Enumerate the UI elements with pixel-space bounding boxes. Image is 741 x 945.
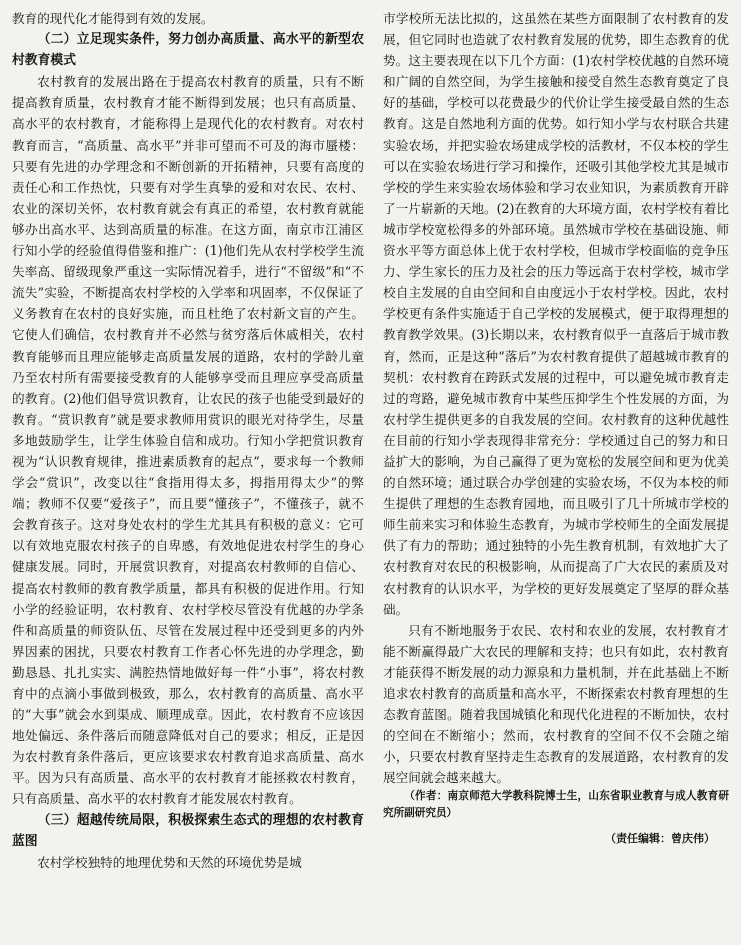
section-heading-3: （三）超越传统局限，积极探索生态式的理想的农村教育蓝图 <box>12 812 364 849</box>
paragraph-continued: 教育的现代化才能得到有效的发展。 <box>12 11 214 26</box>
editor-credit: （责任编辑：曾庆伟） <box>605 832 715 846</box>
left-column <box>12 8 364 937</box>
paragraph-continued: 市学校所无法比拟的，这虽然在某些方面限制了农村教育的发展，但它同时也造就了农村教育发展的优势，即生态教育的优势。这主要表现在以下几个方面：(1)农村学校优越的自然环境和广阔的自然空间，为学生接触和接受自然生态教育奠定了良好的基础，学校可以花费最少的代价让学生接受最自然的生态教育。这是自然地利方面的优势。如行知小学与农村联合共建实验农场，并把实验农场建成学校的活教材，不仅本校的学生可以在实验农场进行学习和操作，还吸引其他学校尤其是城市学校的学生来实验农场体验和学习农业知识，为素质教育开辟了一片崭新的天地。(2)在教育的大环境方面，农村学校有着比城市学校宽松得多的外部环境。虽然城市学校在基础设施、师资水平等方面总体上优于农村学校，但城市学校面临的竞争压力、学生家长的压力及社会的压力等远高于农村学校，城市学校自主发展的自由空间和自由度远小于农村学校。因此，农村学校更有条件实施适于自己学校的发展模式，便于取得理想的教育教学效果。(3)长期以来，农村教育似乎一直落后于城市教育，然而，正是这种“落后”为农村教育提供了超越城市教育的契机：农村教育在跨跃式发展的过程中，可以避免城市教育走过的弯路，避免城市教育中某些压抑学生个性发展的方面，为农村学生提供更多的自我发展的空间。农村教育的这种优越性在目前的行知小学表现得非常充分：学校通过自己的努力和日益扩大的影响，为自己赢得了更为宽松的发展空间和更为优美的自然环境；通过联合办学创建的实验农场，不仅为本校的师生提供了理想的生态教育园地，而且吸引了几十所城市学校的师生前来实习和体验生态教育，为城市学校师生的全面发展提供了有力的帮助；通过独特的小先生教育机制，有效地扩大了农村教育对农民的积极影响，从而提高了广大农民的素质及对农村教育的认识水平，为学校的更好发展奠定了坚厚的群众基础。 <box>383 11 729 617</box>
section-heading-2: （二）立足现实条件，努力创办高质量、高水平的新型农村教育模式 <box>12 32 364 69</box>
right-column <box>383 8 729 937</box>
paragraph: 农村教育的发展出路在于提高农村教育的质量，只有不断提高教育质量，农村教育才能不断得到发展；也只有高质量、高水平的农村教育，才能称得上是现代化的农村教育。对农村教育而言，“高质量、高水平”并非可望而不可及的海市蜃楼：只要有先进的办学理念和不断创新的开拓精神，只要有高度的责任心和工作热忱，只要有对学生真挚的爱和对农民、农村、农业的深切关怀，农村教育就会有真正的希望，农村教育就能够办出高水平、达到高质量的标准。在这方面，南京市江浦区行知小学的经验值得借鉴和推广：(1)他们先从农村学校学生流失率高、留级现象严重这一实际情况着手，进行“不留级”和“不流失”实验，不断提高农村学校的入学率和巩固率，不仅保证了义务教育在农村的良好实施，而且杜绝了农村新文盲的产生。它使人们确信，农村教育并不必然与贫穷落后休戚相关，农村教育能够而且理应能够走高质量发展的道路，农村的学龄儿童乃至农村所有需要接受教育的人能够享受而且理应享受高质量的教育。(2)他们倡导赏识教育，让农民的孩子也能受到最好的教育。“赏识教育”就是要求教师用赏识的眼光对待学生，尽量多地鼓励学生，让学生体验自信和成功。行知小学把赏识教育视为“认识教育规律，推进素质教育的起点”，要求每一个教师学会“赏识”，改变以往“食指用得太多，拇指用得太少”的弊端；教师不仅要“爱孩子”，而且要“懂孩子”，不懂孩子，就不会教育孩子。这对身处农村的学生尤其具有积极的意义：它可以有效地克服农村孩子的自卑感，有效地促进农村学生的身心健康发展。同时，开展赏识教育，对提高农村教师的自信心、提高农村教师的教育教学质量，都具有积极的促进作用。行知小学的经验证明，农村教育、农村学校尽管没有优越的办学条件和高质量的师资队伍、尽管在发展过程中还受到更多的内外界因素的困扰，只要农村教育工作者心怀先进的办学理念，勤勤恳恳、扎扎实实、满腔热情地做好每一件“小事”，将农村教育中的点滴小事做到极致，那么，农村教育的高质量、高水平的“大事”就会水到渠成、顺理成章。因此，农村教育不应该因地处偏远、条件落后而随意降低对自己的要求；相反，正是因为农村教育条件落后，更应该要求农村教育追求高质量、高水平。因为只有高质量、高水平的农村教育才能拯救农村教育，只有高质量、高水平的农村教育才能发展农村教育。 <box>12 74 364 807</box>
paragraph: 只有不断地服务于农民、农村和农业的发展，农村教育才能不断赢得最广大农民的理解和支持；也只有如此，农村教育才能获得不断发展的动力源泉和力量机制，并在此基础上不断追求农村教育的高质量和高水平，不断探索农村教育理想的生态教育蓝图。随着我国城镇化和现代化进程的不断加快，农村的空间在不断缩小；然而，农村教育的空间不仅不会随之缩小，只要农村教育坚持走生态教育的发展道路，农村教育的发展空间就会越来越大。 <box>383 622 729 786</box>
author-note: （作者：南京师范大学教科院博士生，山东省职业教育与成人教育研究所副研究员） <box>383 790 729 820</box>
paragraph: 农村学校独特的地理优势和天然的环境优势是城 <box>37 854 302 870</box>
